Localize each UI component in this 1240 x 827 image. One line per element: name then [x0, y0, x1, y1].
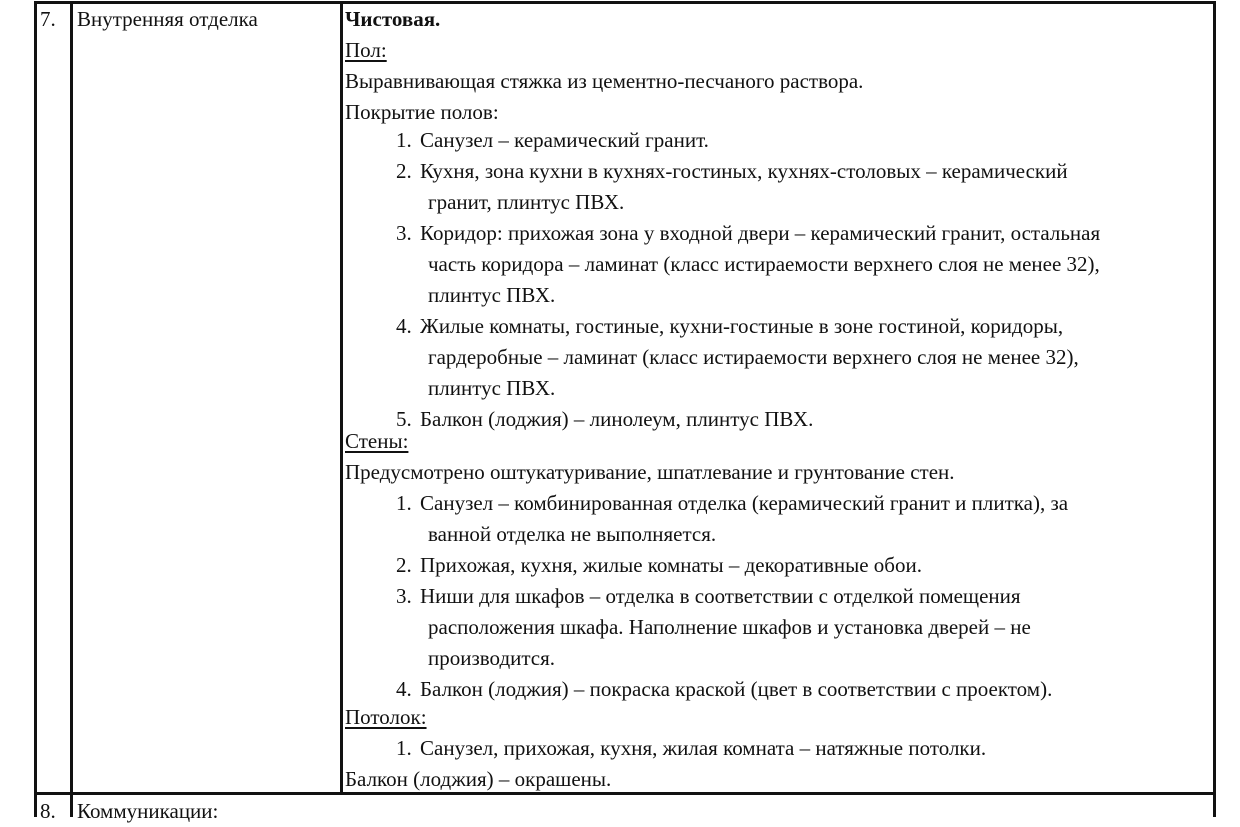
list-item-line: производится.: [428, 646, 556, 670]
list-item-line: Кухня, зона кухни в кухнях-гостиных, кухнях-столовых – керамический: [420, 159, 1068, 183]
floor-covering-text: Покрытие полов:: [345, 100, 499, 124]
list-item-number: 4.: [396, 677, 412, 701]
list-item-number: 2.: [396, 159, 412, 183]
list-item-number: 4.: [396, 314, 412, 338]
column-divider-1: [70, 1, 73, 817]
list-item-number: 3.: [396, 221, 412, 245]
list-item-number: 5.: [396, 407, 412, 431]
list-item-number: 1.: [396, 128, 412, 152]
list-item-number: 1.: [396, 491, 412, 515]
list-item-line: Санузел – комбинированная отделка (керамический гранит и плитка), за: [420, 491, 1069, 515]
row-title: Внутренняя отделка: [77, 7, 258, 31]
ceiling-balcony-text: Балкон (лоджия) – окрашены.: [345, 767, 612, 791]
table-border-left: [34, 1, 37, 817]
list-item-line: часть коридора – ламинат (класс истираемости верхнего слоя не менее 32),: [428, 252, 1100, 276]
list-item-number: 1.: [396, 736, 412, 760]
section-label-ceiling: Потолок:: [345, 705, 427, 729]
table-border-right: [1213, 1, 1216, 817]
row-number: 7.: [40, 7, 56, 31]
list-item-line: Балкон (лоджия) – покраска краской (цвет в соответствии с проектом).: [420, 677, 1053, 701]
list-item-line: Санузел, прихожая, кухня, жилая комната – натяжные потолки.: [420, 736, 987, 760]
list-item-line: Балкон (лоджия) – линолеум, плинтус ПВХ.: [420, 407, 814, 431]
section-label-walls: Стены:: [345, 429, 409, 453]
list-item-number: 2.: [396, 553, 412, 577]
list-item-number: 3.: [396, 584, 412, 608]
list-item-line: ванной отделка не выполняется.: [428, 522, 717, 546]
list-item-line: Ниши для шкафов – отделка в соответствии с отделкой помещения: [420, 584, 1021, 608]
walls-text: Предусмотрено оштукатуривание, шпатлевание и грунтование стен.: [345, 460, 955, 484]
row-divider: [34, 792, 1216, 795]
list-item-line: плинтус ПВХ.: [428, 376, 556, 400]
floor-text: Выравнивающая стяжка из цементно-песчаного раствора.: [345, 69, 864, 93]
list-item-line: гардеробные – ламинат (класс истираемости верхнего слоя не менее 32),: [428, 345, 1079, 369]
list-item-line: гранит, плинтус ПВХ.: [428, 190, 625, 214]
row-number: 8.: [40, 799, 56, 823]
column-divider-2: [340, 1, 343, 794]
list-item-line: Коридор: прихожая зона у входной двери – керамический гранит, остальная: [420, 221, 1101, 245]
list-item-line: Жилые комнаты, гостиные, кухни-гостиные в зоне гостиной, коридоры,: [420, 314, 1064, 338]
section-label-floor: Пол:: [345, 38, 387, 62]
list-item-line: Санузел – керамический гранит.: [420, 128, 709, 152]
row-title: Коммуникации:: [77, 799, 219, 823]
finish-heading: Чистовая.: [345, 7, 441, 31]
list-item-line: расположения шкафа. Наполнение шкафов и установка дверей – не: [428, 615, 1031, 639]
list-item-line: Прихожая, кухня, жилые комнаты – декоративные обои.: [420, 553, 922, 577]
list-item-line: плинтус ПВХ.: [428, 283, 556, 307]
